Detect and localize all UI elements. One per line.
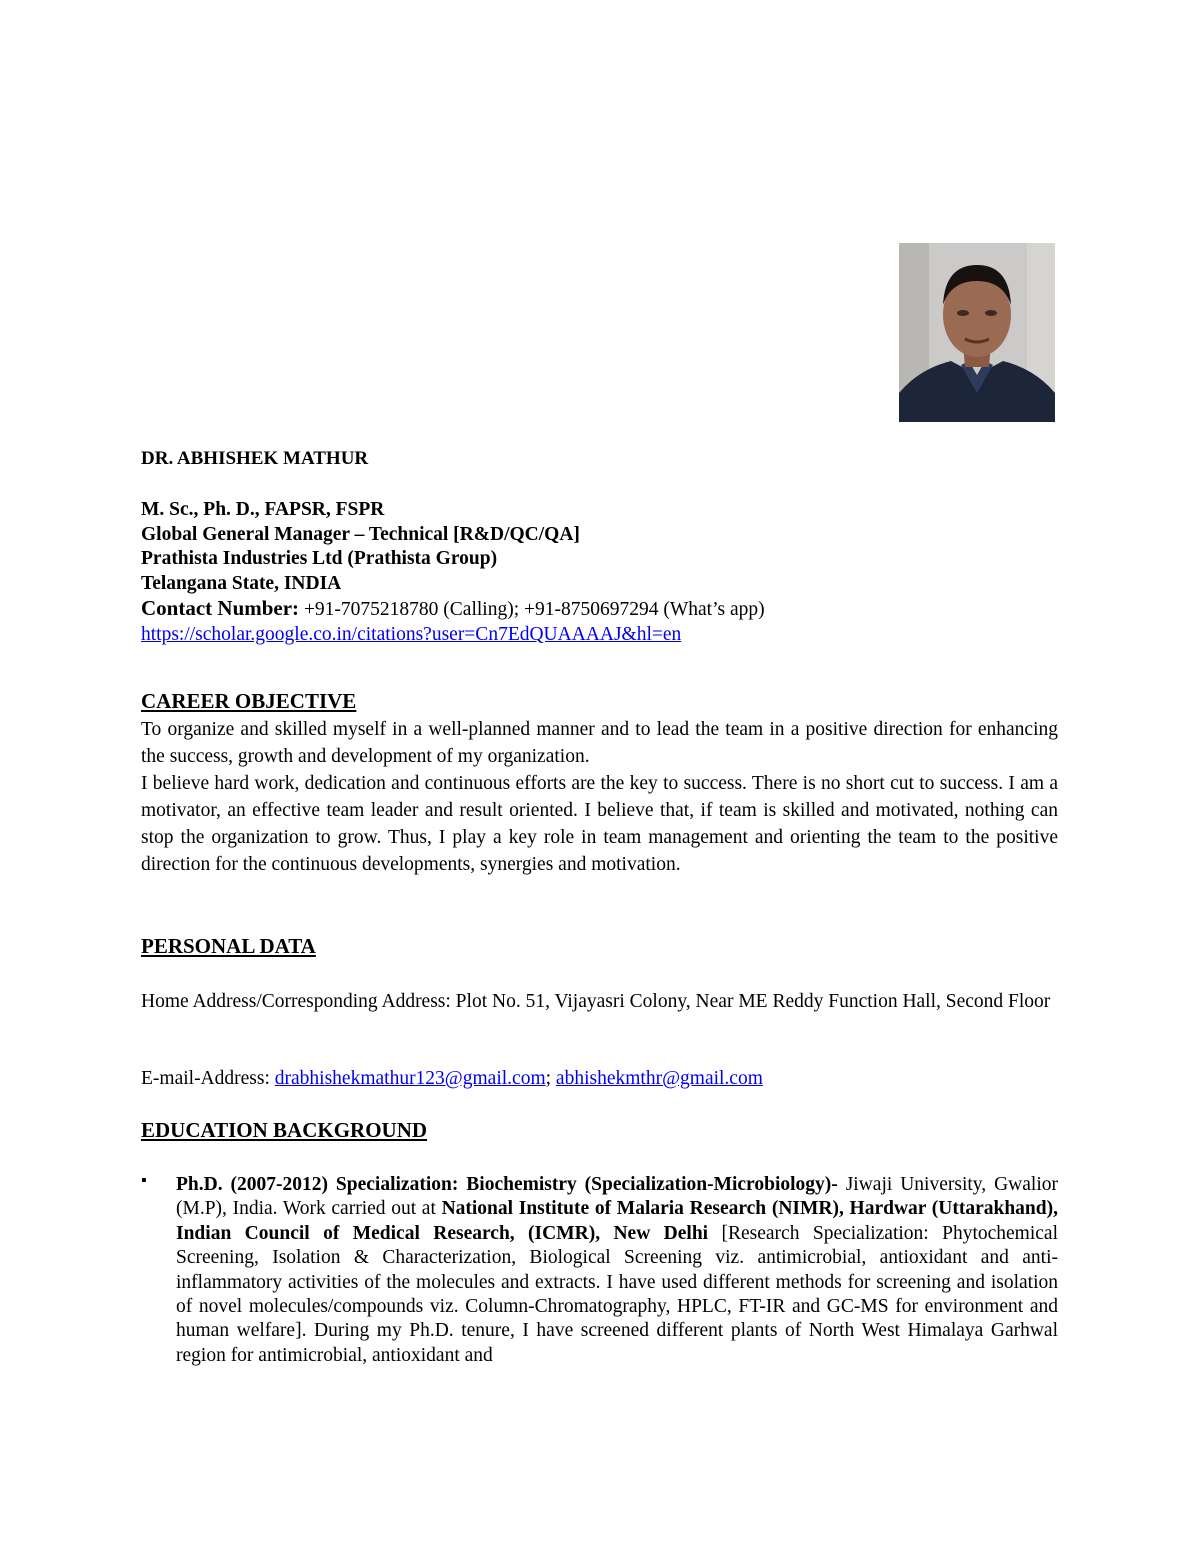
profile-photo [899, 243, 1055, 422]
degrees: M. Sc., Ph. D., FAPSR, FSPR [141, 499, 385, 520]
current-position: Global General Manager – Technical [R&D/QC/QA] [141, 523, 580, 545]
email-link-2[interactable]: abhishekmthr@gmail.com [555, 1068, 763, 1089]
career-objective-text [141, 716, 1058, 878]
location: Telangana State, INDIA [141, 572, 342, 594]
education-item-phd [176, 1173, 1058, 1368]
email-separator: ; [545, 1068, 556, 1089]
phd-title: Ph.D. (2007-2012) Specialization: Biochemistry (Specialization-Microbiology)- [176, 1174, 838, 1195]
personal-data-heading: PERSONAL DATA [141, 934, 316, 958]
company-name: Prathista Industries Ltd (Prathista Group) [141, 548, 498, 570]
bullet-icon: ▪ [141, 1172, 147, 1189]
phd-details: [Research Specialization: Phytochemical Screening, Isolation & Characterization, Biological Screening viz. antimicrobial, antioxidant and anti-inflammatory activities of the molecules and extracts. I have used different methods for screening and isolation of novel molecules/compounds viz. Column-Chromatography, HPLC, FT-IR and GC-MS for environment and human welfare]. During my Ph.D. tenure, I have screened different plants of North West Himalaya Garhwal region for antimicrobial, antioxidant and [176, 1222, 1058, 1366]
home-address: Home Address/Corresponding Address: Plot No. 51, Vijayasri Colony, Near ME Reddy Function Hall, Second Floor [141, 991, 1051, 1012]
education-heading: EDUCATION BACKGROUND [141, 1118, 428, 1142]
candidate-name: DR. ABHISHEK MATHUR [141, 448, 369, 469]
career-paragraph-2: I believe hard work, dedication and continuous efforts are the key to success. There is no short cut to success. I am a motivator, an effective team leader and result oriented. I believe that, if team is skilled and motivated, nothing can stop the organization to grow. Thus, I play a key role in team management and orienting the team to the positive direction for the continuous developments, synergies and motivation. [141, 773, 1058, 875]
phd-university: Jiwaji University, Gwalior (M.P), India. Work carried out at [176, 1174, 1058, 1220]
email-link-1[interactable]: drabhishekmathur123@gmail.com [274, 1068, 546, 1089]
contact-number [141, 596, 1058, 623]
email-address [141, 1068, 1058, 1090]
career-objective-heading: CAREER OBJECTIVE [141, 689, 357, 713]
scholar-link[interactable]: https://scholar.google.co.in/citations?user=Cn7EdQUAAAAJ&hl=en [141, 623, 682, 645]
phd-institute: National Institute of Malaria Research (NIMR), Hardwar (Uttarakhand), Indian Council of Medical Research, (ICMR), New Delhi [176, 1198, 1058, 1244]
contact-label: Contact Number: [141, 596, 300, 621]
email-label: E-mail-Address: [141, 1068, 275, 1089]
contact-value: +91-7075218780 (Calling); +91-8750697294 (What’s app) [299, 599, 765, 621]
career-paragraph-1: To organize and skilled myself in a well-planned manner and to lead the team in a positive direction for enhancing the success, growth and development of my organization. [141, 719, 1058, 767]
credentials-block [141, 498, 1058, 648]
